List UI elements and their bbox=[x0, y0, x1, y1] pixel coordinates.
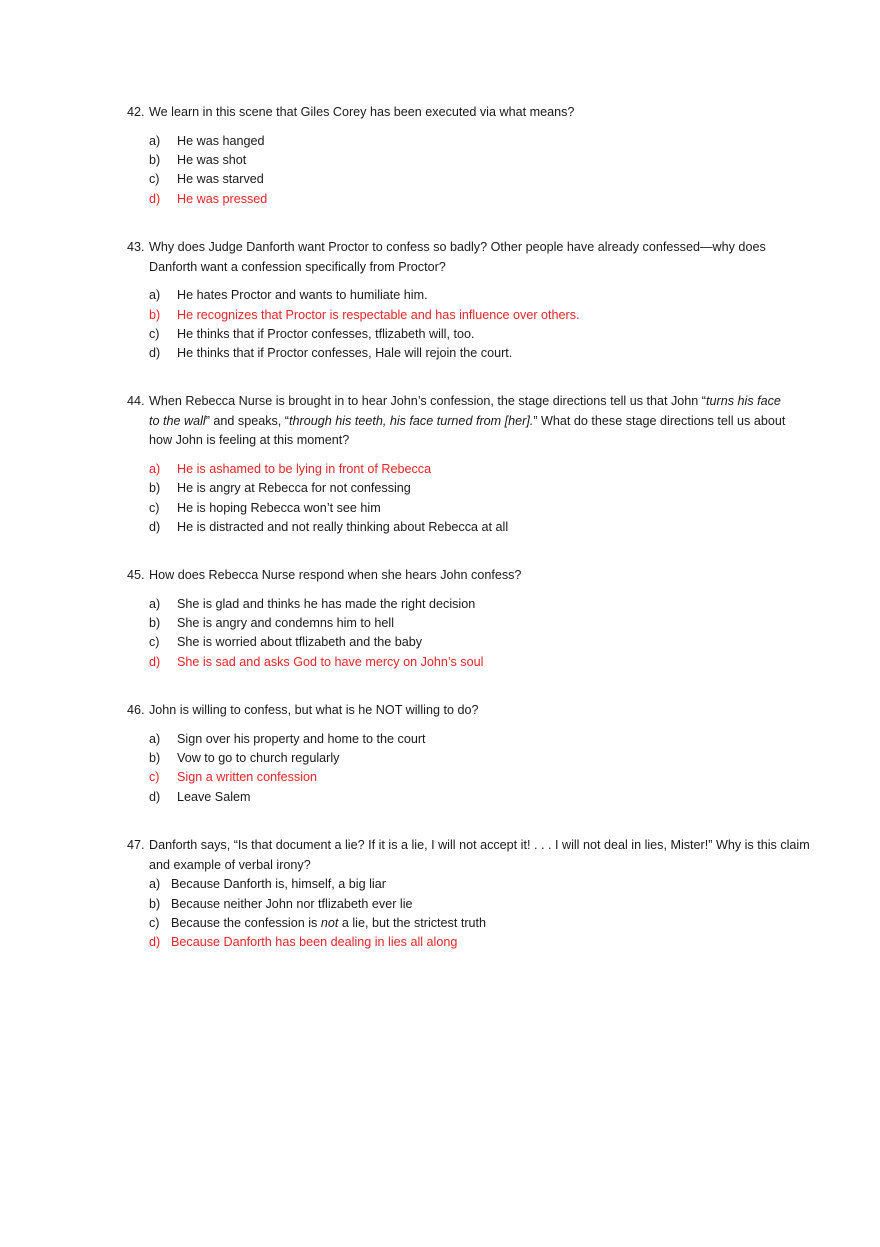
option-text: He was shot bbox=[177, 153, 247, 167]
option-d-correct bbox=[127, 190, 827, 209]
question-text: When Rebecca Nurse is brought in to hear John’s confession, the stage directions tell us that John “turns his face to the wall” and speaks, “through his teeth, his face turned from [her].” What do these stage directions tell us about how John is feeling at this moment? bbox=[149, 394, 786, 448]
option-letter: a) bbox=[149, 288, 161, 303]
option-letter: d) bbox=[149, 346, 161, 361]
option-letter: d) bbox=[149, 789, 161, 804]
option-text: She is worried about tflizabeth and the baby bbox=[177, 635, 423, 650]
question-text: Why does Judge Danforth want Proctor to confess so badly? Other people have already confessed—why does Danforth want a confession specifically from Proctor? bbox=[149, 240, 766, 274]
question-text: How does Rebecca Nurse respond when she hears John confess? bbox=[149, 568, 522, 582]
option-text: Sign a written confession bbox=[177, 770, 318, 785]
option-letter: b) bbox=[149, 616, 161, 630]
question-42 bbox=[127, 103, 827, 209]
option-text: He is hoping Rebecca won’t see him bbox=[177, 500, 381, 515]
option-text: He thinks that if Proctor confesses, tflizabeth will, too. bbox=[177, 327, 475, 341]
question-44 bbox=[127, 392, 827, 537]
option-letter: a) bbox=[149, 731, 161, 746]
option-b bbox=[127, 895, 827, 914]
option-d-correct bbox=[127, 653, 827, 672]
option-letter: a) bbox=[149, 596, 161, 611]
option-d bbox=[127, 788, 827, 807]
option-text: He recognizes that Proctor is respectable and has influence over others. bbox=[177, 307, 580, 322]
option-text: Because neither John nor tflizabeth ever lie bbox=[171, 896, 413, 911]
option-letter: d) bbox=[149, 935, 161, 950]
option-text: She is glad and thinks he has made the right decision bbox=[177, 596, 476, 611]
option-text: Leave Salem bbox=[177, 789, 251, 804]
question-number: 46. bbox=[127, 703, 145, 717]
option-letter: a) bbox=[149, 461, 161, 476]
option-text: She is sad and asks God to have mercy on John’s soul bbox=[177, 654, 484, 669]
option-b bbox=[127, 151, 827, 170]
option-d-correct bbox=[127, 933, 827, 952]
question-number: 47. bbox=[127, 838, 145, 852]
option-letter: c) bbox=[149, 770, 160, 785]
option-text: He was starved bbox=[177, 172, 264, 187]
option-letter: c) bbox=[149, 635, 160, 650]
option-b bbox=[127, 749, 827, 768]
option-c bbox=[127, 499, 827, 518]
option-letter: b) bbox=[149, 307, 161, 322]
option-text: Sign over his property and home to the court bbox=[177, 731, 426, 746]
option-a bbox=[127, 132, 827, 151]
question-number: 43. bbox=[127, 240, 145, 254]
option-text: He thinks that if Proctor confesses, Hale will rejoin the court. bbox=[177, 346, 513, 361]
option-letter: c) bbox=[149, 500, 160, 515]
option-letter: b) bbox=[149, 481, 161, 496]
option-a bbox=[127, 595, 827, 614]
option-b bbox=[127, 479, 827, 498]
option-d bbox=[127, 344, 827, 363]
option-text: He is angry at Rebecca for not confessing bbox=[177, 481, 411, 496]
option-c bbox=[127, 633, 827, 652]
option-letter: b) bbox=[149, 896, 161, 911]
question-43 bbox=[127, 238, 827, 364]
option-letter: c) bbox=[149, 172, 160, 187]
option-letter: d) bbox=[149, 191, 161, 206]
question-45 bbox=[127, 566, 827, 672]
option-c bbox=[127, 914, 827, 933]
question-text: We learn in this scene that Giles Corey has been executed via what means? bbox=[149, 105, 575, 119]
option-a bbox=[127, 875, 827, 894]
option-letter: c) bbox=[149, 327, 160, 341]
option-text: He was pressed bbox=[177, 191, 268, 206]
option-letter: a) bbox=[149, 877, 161, 892]
question-number: 44. bbox=[127, 394, 145, 408]
option-a bbox=[127, 730, 827, 749]
question-number: 45. bbox=[127, 568, 145, 582]
option-a-correct bbox=[127, 460, 827, 479]
option-letter: b) bbox=[149, 153, 161, 167]
option-text: Because Danforth is, himself, a big liar bbox=[171, 877, 386, 892]
option-text: He is ashamed to be lying in front of Rebecca bbox=[177, 461, 432, 476]
option-c bbox=[127, 170, 827, 189]
option-c bbox=[127, 325, 827, 344]
option-text: She is angry and condemns him to hell bbox=[177, 616, 395, 630]
option-letter: b) bbox=[149, 751, 161, 765]
option-letter: d) bbox=[149, 654, 161, 669]
question-number: 42. bbox=[127, 105, 145, 119]
option-b bbox=[127, 614, 827, 633]
option-letter: a) bbox=[149, 133, 161, 148]
option-c-correct bbox=[127, 768, 827, 787]
option-text: He is distracted and not really thinking about Rebecca at all bbox=[177, 520, 509, 534]
option-b-correct bbox=[127, 306, 827, 325]
option-text: Because the confession is not a lie, but the strictest truth bbox=[171, 916, 487, 930]
option-text: He hates Proctor and wants to humiliate him. bbox=[177, 288, 428, 303]
question-text: Danforth says, “Is that document a lie? If it is a lie, I will not accept it! . . . I will not deal in lies, Mister!” Why is this claim and example of verbal irony? bbox=[149, 838, 810, 872]
option-a bbox=[127, 286, 827, 305]
question-47 bbox=[127, 836, 827, 953]
option-text: Because Danforth has been dealing in lies all along bbox=[171, 935, 458, 950]
question-text: John is willing to confess, but what is he NOT willing to do? bbox=[149, 703, 479, 717]
question-46 bbox=[127, 701, 827, 807]
option-letter: d) bbox=[149, 520, 161, 534]
option-d bbox=[127, 518, 827, 537]
option-text: He was hanged bbox=[177, 133, 265, 148]
option-text: Vow to go to church regularly bbox=[177, 751, 340, 765]
option-letter: c) bbox=[149, 916, 160, 930]
